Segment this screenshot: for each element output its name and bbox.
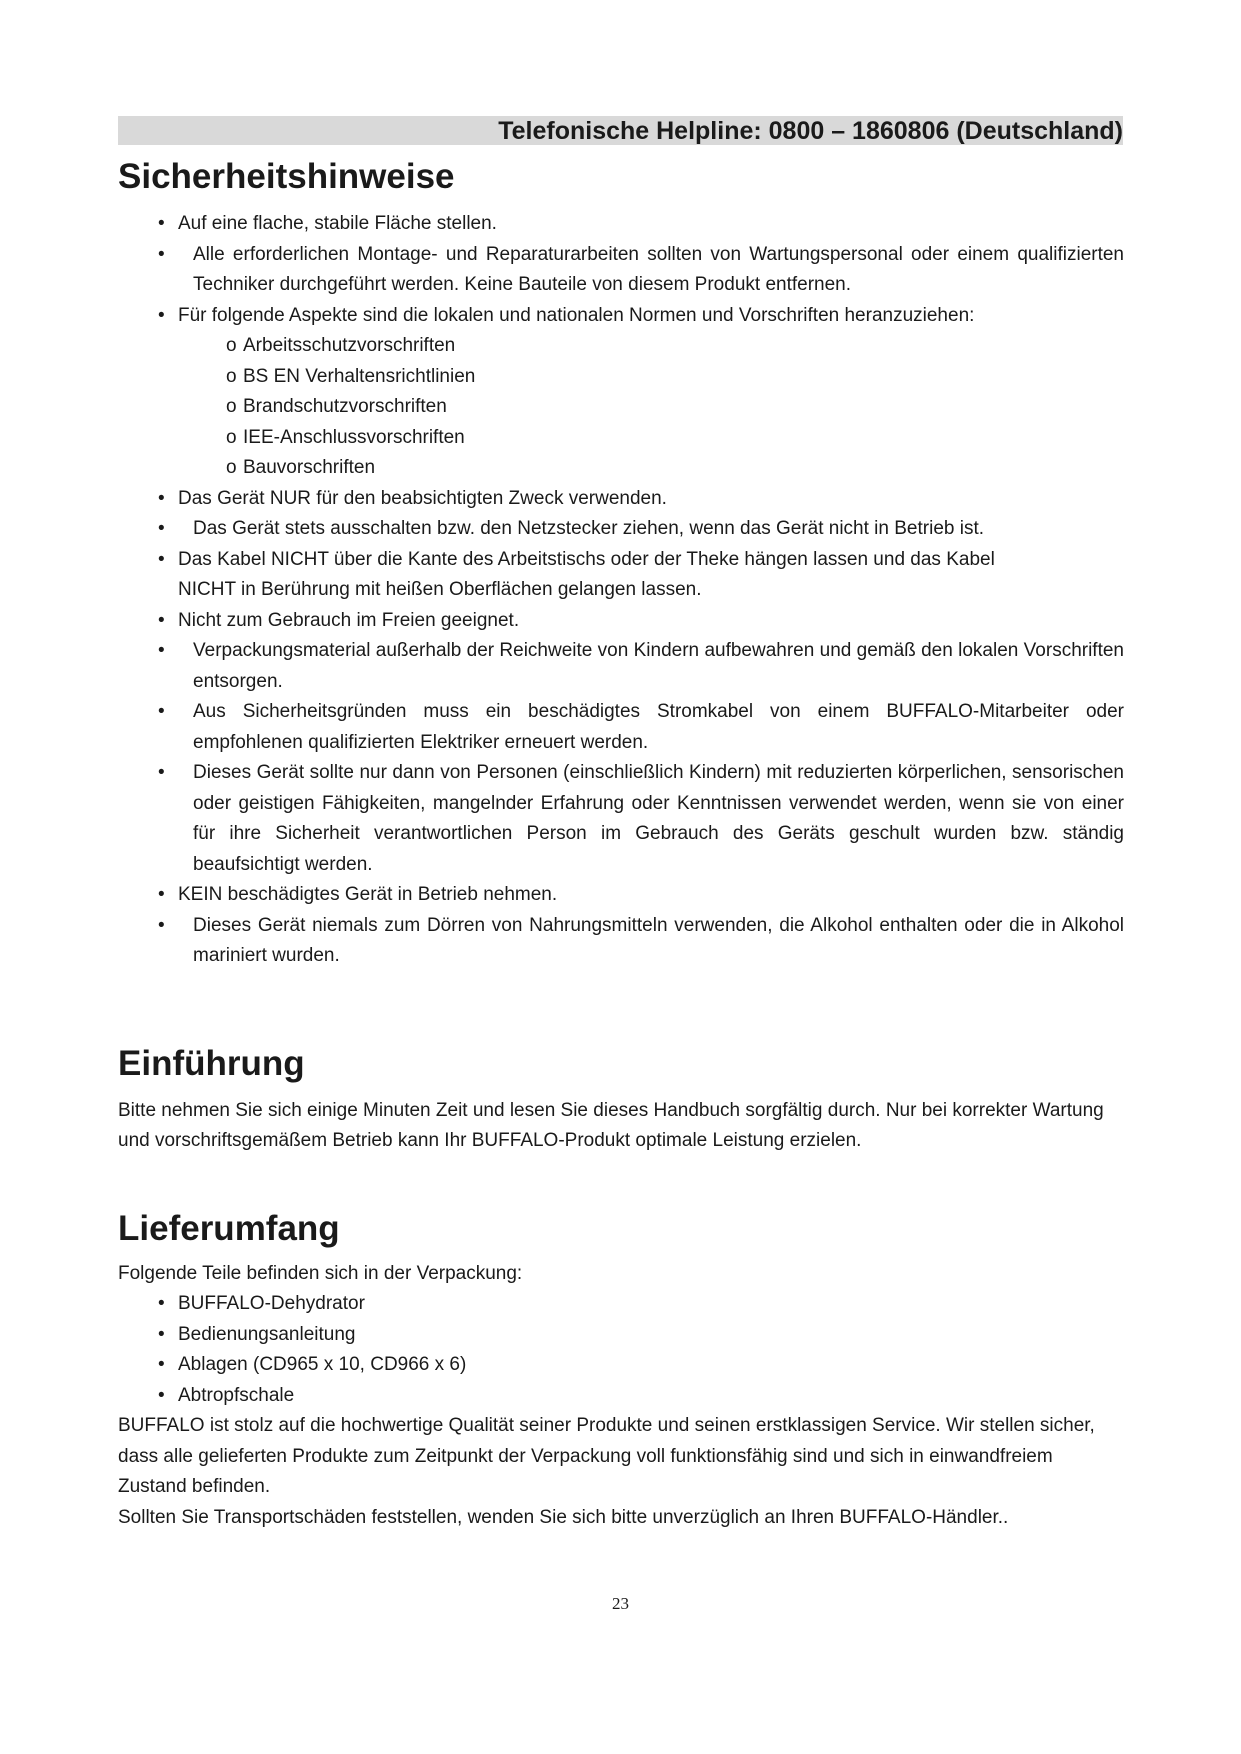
transport-text: Sollten Sie Transportschäden feststellen, wenden Sie sich bitte unverzüglich an Ihren BUFFALO-Händler..	[118, 1506, 1009, 1528]
bullet-icon: •	[158, 640, 165, 661]
safety-item: • Dieses Gerät niemals zum Dörren von Nahrungsmitteln verwenden, die Alkohol enthalten oder die in Alkohol mariniert wurden.	[118, 911, 1124, 972]
bullet-icon: •	[158, 487, 165, 509]
circle-bullet-icon: o	[226, 396, 237, 417]
bullet-icon: •	[158, 609, 165, 631]
safety-item: • Aus Sicherheitsgründen muss ein beschädigtes Stromkabel von einem BUFFALO-Mitarbeiter oder empfohlenen qualifizierten Elektriker erneuert werden.	[118, 697, 1124, 758]
regulation-item: o BS EN Verhaltensrichtlinien	[118, 362, 1124, 393]
safety-item: • Verpackungsmaterial außerhalb der Reichweite von Kindern aufbewahren und gemäß den lokalen Vorschriften entsorgen.	[118, 636, 1124, 697]
safety-item: • Dieses Gerät sollte nur dann von Personen (einschließlich Kindern) mit reduzierten körperlichen, sensorischen oder geistigen Fähigkeiten, mangelnder Erfahrung oder Kenntnissen verwendet werden, wenn sie von einer für ihre Sicherheit verantwortlichen Person im Gebrauch des Geräts geschult wurden bzw. ständig beaufsichtigt werden.	[118, 758, 1124, 880]
regulations-sublist	[118, 331, 1124, 484]
regulation-item: o IEE-Anschlussvorschriften	[118, 423, 1124, 454]
safety-item: • Das Kabel NICHT über die Kante des Arbeitstischs oder der Theke hängen lassen und das Kabel NICHT in Berührung mit heißen Oberflächen gelangen lassen.	[118, 545, 1124, 606]
bullet-icon: •	[158, 213, 165, 234]
intro-text: Bitte nehmen Sie sich einige Minuten Zeit und lesen Sie dieses Handbuch sorgfältig durch. Nur bei korrekter Wartung und vorschriftsgemäßem Betrieb kann Ihr BUFFALO-Produkt optimale Leistung erzielen.	[118, 1099, 1104, 1151]
safety-item: • Alle erforderlichen Montage- und Reparaturarbeiten sollten von Wartungspersonal oder einem qualifizierten Techniker durchgeführt werden. Keine Bauteile von diesem Produkt entfernen.	[118, 240, 1124, 301]
circle-bullet-icon: o	[226, 457, 237, 478]
scope-item: • Abtropfschale	[118, 1381, 1124, 1412]
bullet-icon: •	[158, 701, 165, 722]
safety-item: • Das Gerät stets ausschalten bzw. den Netzstecker ziehen, wenn das Gerät nicht in Betrieb ist.	[118, 514, 1124, 545]
safety-item: • Für folgende Aspekte sind die lokalen und nationalen Normen und Vorschriften heranzuziehen:	[118, 301, 1124, 332]
bullet-icon: •	[158, 1384, 165, 1406]
scope-list	[118, 1289, 1124, 1411]
safety-list-continued	[118, 484, 1124, 972]
circle-bullet-icon: o	[226, 426, 237, 448]
bullet-icon: •	[158, 914, 165, 936]
scope-heading: Lieferumfang	[118, 1208, 340, 1248]
scope-item: • BUFFALO-Dehydrator	[118, 1289, 1124, 1320]
regulation-item: o Brandschutzvorschriften	[118, 392, 1124, 423]
bullet-icon: •	[158, 518, 165, 539]
safety-item: • KEIN beschädigtes Gerät in Betrieb nehmen.	[118, 880, 1124, 911]
regulation-item: o Bauvorschriften	[118, 453, 1124, 484]
safety-heading: Sicherheitshinweise	[118, 157, 455, 196]
scope-item: • Ablagen (CD965 x 10, CD966 x 6)	[118, 1350, 1124, 1381]
circle-bullet-icon: o	[226, 365, 237, 387]
safety-item: • Nicht zum Gebrauch im Freien geeignet.	[118, 606, 1124, 637]
safety-list	[118, 209, 1124, 331]
scope-item: • Bedienungsanleitung	[118, 1320, 1124, 1351]
safety-item: • Das Gerät NUR für den beabsichtigten Zweck verwenden.	[118, 484, 1124, 515]
scope-lead: Folgende Teile befinden sich in der Verpackung:	[118, 1262, 523, 1284]
quality-text: BUFFALO ist stolz auf die hochwertige Qualität seiner Produkte und seinen erstklassigen Service. Wir stellen sicher, dass alle gelieferten Produkte zum Zeitpunkt der Verpackung voll funktionsfähig sind und sich in einwandfreiem Zustand befinden.	[118, 1415, 1095, 1497]
helpline-banner: Telefonische Helpline: 0800 – 1860806 (Deutschland)	[118, 116, 1123, 145]
bullet-icon: •	[158, 1354, 165, 1375]
bullet-icon: •	[158, 243, 165, 265]
document-page	[118, 116, 1124, 1533]
circle-bullet-icon: o	[226, 335, 237, 356]
bullet-icon: •	[158, 884, 165, 905]
safety-item: • Auf eine flache, stabile Fläche stellen.	[118, 209, 1124, 240]
intro-heading: Einführung	[118, 1043, 305, 1083]
bullet-icon: •	[158, 762, 165, 783]
bullet-icon: •	[158, 1293, 165, 1314]
bullet-icon: •	[158, 304, 165, 326]
page-number: 23	[612, 1594, 629, 1613]
bullet-icon: •	[158, 1323, 165, 1345]
bullet-icon: •	[158, 548, 165, 570]
regulation-item: o Arbeitsschutzvorschriften	[118, 331, 1124, 362]
